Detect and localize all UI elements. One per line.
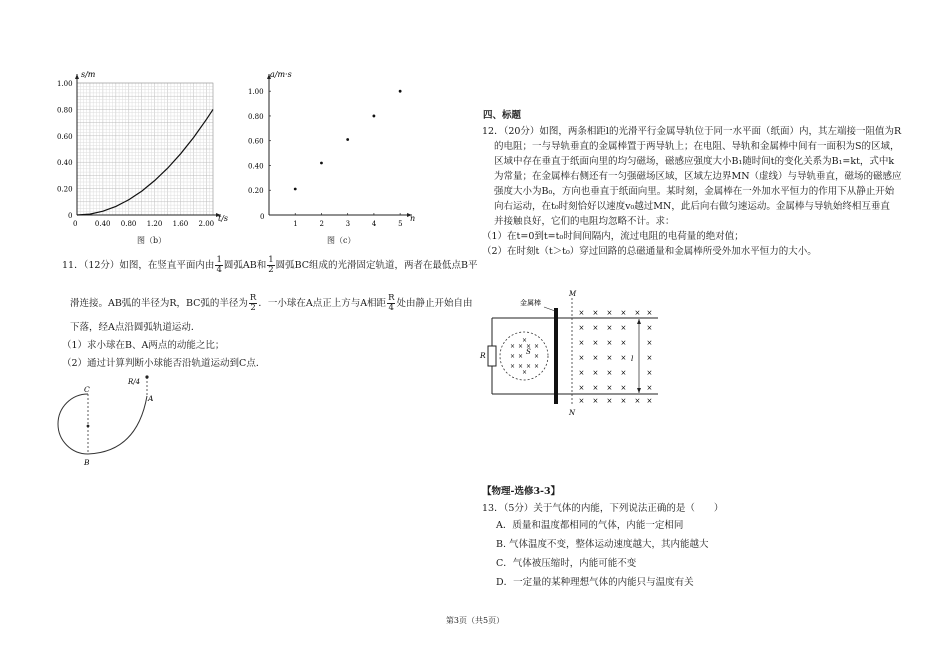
field-cross: × bbox=[518, 363, 524, 370]
q12-line: 向右运动，在t₀时刻恰好以速度v₀越过MN，此后向右做匀速运动。金属棒与导轨始终相互垂直 bbox=[494, 201, 890, 212]
field-cross: × bbox=[606, 384, 613, 392]
arc-bc bbox=[58, 394, 88, 454]
field-cross: × bbox=[592, 397, 599, 405]
graph-b-grid bbox=[77, 83, 213, 215]
graph-b-ytick: 0.80 bbox=[57, 106, 73, 115]
q11-sub2: （2）通过计算判断小球能否沿轨道运动到C点． bbox=[62, 358, 266, 369]
field-cross: × bbox=[578, 354, 585, 362]
field-cross: × bbox=[620, 339, 627, 347]
q11-mid2: 圆弧BC组成的光滑固定轨道，两者在最低点B平 bbox=[275, 260, 478, 271]
graph-c-ytick: 0.60 bbox=[248, 137, 264, 146]
q12-line: 12．（20分）如图，两条相距l的光滑平行金属导轨位于同一水平面（纸面）内，其左端接一阻值为R bbox=[482, 126, 902, 137]
q11-sub1: （1）求小球在B、A两点的动能之比； bbox=[62, 340, 225, 351]
graph-b-ytick: 0.60 bbox=[57, 132, 73, 141]
q11-frac-r2: $\frac{R}{2}$ bbox=[249, 293, 257, 313]
graph-c-xlabel: n bbox=[410, 214, 416, 223]
field-cross: × bbox=[646, 384, 653, 392]
field-cross: × bbox=[620, 384, 627, 392]
graph-b-ytick: 1.00 bbox=[57, 80, 73, 88]
q12-line: 为常量；在金属棒右侧还有一匀强磁场区域，区域左边界MN（虚线）与导轨垂直，磁场的磁感应 bbox=[494, 171, 902, 182]
graph-b-xlabel: t/s bbox=[218, 214, 229, 223]
field-cross: × bbox=[646, 397, 653, 405]
graph-b bbox=[55, 68, 230, 238]
field-cross: × bbox=[578, 309, 585, 317]
q11-head: 11．（12分）如图，在竖直平面内由 bbox=[62, 260, 215, 271]
graph-b-ytick: 0.20 bbox=[57, 185, 73, 194]
graph-b-xtick: 0 bbox=[73, 220, 78, 228]
q12-line: 的电阻；一与导轨垂直的金属棒置于两导轨上；在电阻、导轨和金属棒中间有一面积为S的区域， bbox=[494, 141, 900, 152]
field-cross: × bbox=[646, 354, 653, 362]
q13-option-b[interactable]: B. 气体温度不变，整体运动速度越大，其内能越大 bbox=[496, 539, 709, 550]
field-cross: × bbox=[510, 343, 516, 350]
graph-c-axes bbox=[267, 74, 412, 217]
field-cross: × bbox=[592, 354, 599, 362]
graph-b-xtick: 0.80 bbox=[120, 220, 137, 228]
field-cross: × bbox=[526, 363, 532, 370]
label-m: M bbox=[569, 290, 577, 298]
graph-c-caption: 图（c） bbox=[327, 236, 356, 245]
q12-sub2: （2）在时刻t（t＞t₀）穿过回路的总磁通量和金属棒所受外加水平恒力的大小。 bbox=[482, 246, 817, 257]
field-cross: × bbox=[620, 324, 627, 332]
field-cross: × bbox=[592, 369, 599, 377]
label-b: B bbox=[84, 458, 90, 467]
field-cross: × bbox=[592, 324, 599, 332]
label-a: A bbox=[148, 394, 154, 403]
graph-b-caption: 图（b） bbox=[137, 236, 167, 245]
graph-b-xtick: 2.00 bbox=[198, 220, 215, 228]
q13-stem: 13．（5分）关于气体的内能，下列说法正确的是（ ） bbox=[482, 503, 724, 514]
q12-line: 强度大小为B₀，方向也垂直于纸面向里。某时刻，金属棒在一外加水平恒力的作用下从静止开始 bbox=[494, 186, 895, 197]
label-s: S bbox=[526, 348, 531, 356]
field-cross: × bbox=[606, 397, 613, 405]
field-cross: × bbox=[620, 309, 627, 317]
q11-line3: 下落，经A点沿圆弧轨道运动． bbox=[70, 322, 201, 333]
field-cross: × bbox=[518, 343, 524, 350]
label-rod: 金属棒 bbox=[520, 299, 541, 307]
graph-c bbox=[240, 68, 420, 238]
q11-line2: 滑连接。AB弧的半径为R，BC弧的半径为 $\frac{R}{2}$ ．一小球在A点正上方与A相距 $\frac{R}{4}$ 处由静止开始自由 bbox=[70, 293, 473, 313]
field-cross: × bbox=[634, 309, 641, 317]
graph-c-ytick: 1.00 bbox=[248, 88, 264, 97]
graph-b-xtick: 1.60 bbox=[172, 220, 189, 228]
q11-track-figure bbox=[55, 372, 165, 467]
graph-b-ytick: 0.40 bbox=[57, 159, 73, 168]
field-cross: × bbox=[534, 343, 540, 350]
graph-b-xtick: 0.40 bbox=[94, 220, 111, 228]
graph-c-point bbox=[346, 138, 349, 141]
graph-c-xtick: 3 bbox=[345, 220, 351, 228]
graph-b-xtick: 1.20 bbox=[146, 220, 163, 228]
q11-frac-r4: $\frac{R}{4}$ bbox=[388, 293, 395, 313]
page-footer: 第3页（共5页） bbox=[445, 616, 505, 625]
field-cross: × bbox=[522, 369, 528, 376]
arc-ab bbox=[88, 396, 147, 454]
q11-frac-half: $\frac{1}{2}$ bbox=[268, 255, 274, 275]
field-cross: × bbox=[620, 397, 627, 405]
field-cross: × bbox=[606, 324, 613, 332]
q11-mid1: 圆弧AB和 bbox=[223, 260, 267, 271]
q13-option-a[interactable]: A．质量和温度都相同的气体，内能一定相同 bbox=[496, 520, 684, 531]
field-cross: × bbox=[526, 343, 532, 350]
label-c: C bbox=[84, 385, 90, 394]
ball bbox=[145, 375, 148, 378]
q13-options bbox=[496, 518, 709, 590]
field-cross: × bbox=[510, 363, 516, 370]
field-cross: × bbox=[578, 339, 585, 347]
metal-rod bbox=[554, 308, 558, 404]
graph-c-ytick: 0.20 bbox=[248, 187, 264, 196]
field-cross: × bbox=[578, 397, 585, 405]
field-cross: × bbox=[518, 353, 524, 360]
graph-c-ytick: 0.40 bbox=[248, 162, 264, 171]
q13-option-d[interactable]: D．一定量的某种理想气体的内能只与温度有关 bbox=[496, 577, 694, 588]
q12-line: 区域中存在垂直于纸面向里的均匀磁场，磁感应强度大小B₁随时间t的变化关系为B₁=kt，式中k bbox=[494, 156, 895, 167]
field-cross: × bbox=[578, 384, 585, 392]
field-cross: × bbox=[646, 339, 653, 347]
field-cross: × bbox=[606, 309, 613, 317]
graph-b-ytick: 0 bbox=[68, 212, 73, 220]
resistor bbox=[488, 346, 496, 366]
field-cross: × bbox=[606, 369, 613, 377]
q11-line1 bbox=[62, 256, 478, 275]
graph-c-ytick: 0.80 bbox=[248, 112, 264, 121]
graph-c-point bbox=[294, 188, 297, 191]
graph-c-xtick: 1 bbox=[293, 220, 298, 228]
q12-sub1: （1）在t=0到t=t₀时间间隔内，流过电阻的电荷量的绝对值； bbox=[482, 231, 744, 242]
field-cross: × bbox=[646, 369, 653, 377]
label-n: N bbox=[569, 409, 576, 417]
field-cross: × bbox=[592, 384, 599, 392]
label-r: R bbox=[480, 351, 486, 360]
graph-b-ylabel: s/m bbox=[81, 70, 96, 79]
field-cross: × bbox=[534, 353, 540, 360]
q12-circuit-figure bbox=[478, 288, 663, 418]
graph-c-xtick: 5 bbox=[398, 220, 403, 228]
field-cross: × bbox=[534, 363, 540, 370]
q12-line: 并接触良好，它们的电阻均忽略不计。求： bbox=[494, 216, 675, 227]
label-l: l bbox=[631, 354, 634, 363]
field-cross: × bbox=[592, 339, 599, 347]
field-cross: × bbox=[646, 309, 653, 317]
physics33-title: 【物理-选修3-3】 bbox=[482, 486, 561, 497]
arc-center-dot bbox=[87, 425, 90, 428]
q12-body bbox=[482, 124, 902, 259]
q11-frac-quarter: $\frac{1}{4}$ bbox=[216, 255, 222, 275]
section4-title: 四、标题 bbox=[483, 110, 522, 121]
q13-option-c[interactable]: C．气体被压缩时，内能可能不变 bbox=[496, 558, 637, 569]
field-cross: × bbox=[620, 369, 627, 377]
graph-c-point bbox=[373, 115, 376, 118]
graph-c-origin: 0 bbox=[260, 213, 265, 221]
graph-c-point bbox=[320, 162, 323, 165]
field-cross: × bbox=[634, 397, 641, 405]
field-cross: × bbox=[620, 354, 627, 362]
field-cross: × bbox=[510, 353, 516, 360]
field-cross: × bbox=[606, 354, 613, 362]
graph-c-xtick: 4 bbox=[371, 220, 377, 228]
label-r4: R/4 bbox=[128, 378, 141, 386]
graph-c-point bbox=[399, 90, 402, 93]
field-cross: × bbox=[606, 339, 613, 347]
field-cross: × bbox=[578, 369, 585, 377]
field-cross: × bbox=[578, 324, 585, 332]
field-cross: × bbox=[592, 309, 599, 317]
field-cross: × bbox=[646, 324, 653, 332]
graph-c-xtick: 2 bbox=[319, 220, 324, 228]
graph-c-ylabel: a/m·s bbox=[270, 70, 292, 79]
field-cross: × bbox=[522, 337, 528, 344]
